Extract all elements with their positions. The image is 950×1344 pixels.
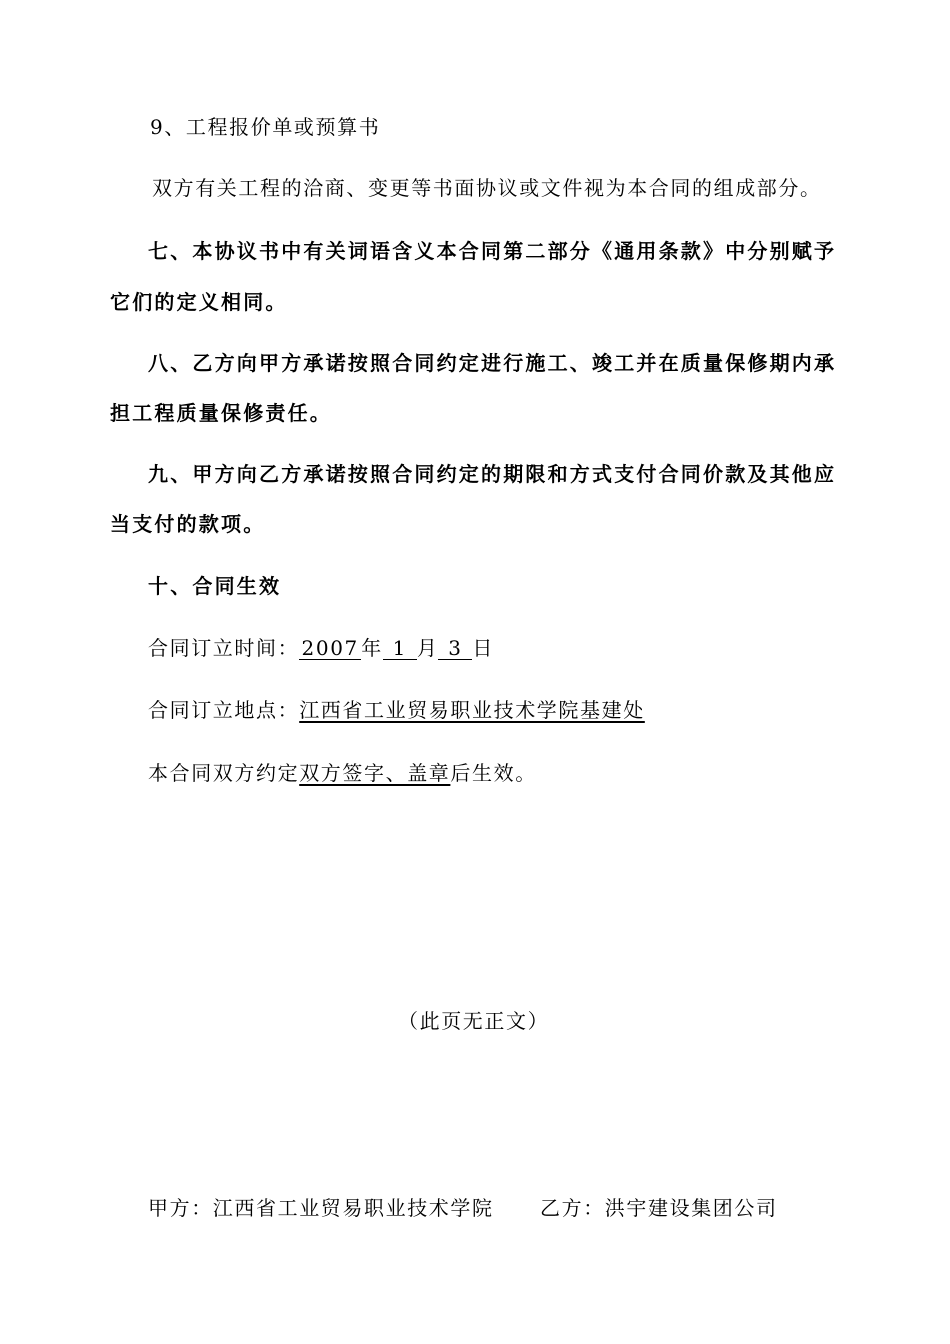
sign-month-unit: 月 — [416, 636, 439, 660]
supplement-paragraph: 双方有关工程的洽商、变更等书面协议或文件视为本合同的组成部分。 — [152, 176, 822, 200]
sign-day: 3 — [438, 637, 472, 660]
sign-day-unit: 日 — [472, 636, 495, 660]
effect-row — [148, 760, 537, 786]
sign-month: 1 — [383, 637, 417, 660]
sign-place-value: 江西省工业贸易职业技术学院基建处 — [299, 698, 645, 722]
effect-underlined: 双方签字、盖章 — [299, 761, 451, 785]
clause-7-line-2: 它们的定义相同。 — [110, 290, 288, 314]
sign-year-unit: 年 — [361, 636, 383, 660]
effect-prefix: 本合同双方约定 — [148, 761, 300, 785]
sign-place-label: 合同订立地点： — [148, 698, 300, 722]
sign-year: 2007 — [299, 637, 361, 660]
item-9: 9、工程报价单或预算书 — [150, 115, 381, 139]
sign-time-label: 合同订立时间： — [148, 636, 300, 660]
effect-suffix: 后生效。 — [450, 761, 537, 785]
clause-9-line-1: 九、甲方向乙方承诺按照合同约定的期限和方式支付合同价款及其他应 — [148, 462, 837, 486]
clause-8-line-1: 八、乙方向甲方承诺按照合同约定进行施工、竣工并在质量保修期内承 — [148, 351, 837, 375]
blank-page-note: （此页无正文） — [398, 1009, 550, 1033]
clause-10-title: 十、合同生效 — [148, 574, 282, 598]
sign-time-row — [148, 635, 494, 661]
party-b: 乙方：洪宇建设集团公司 — [540, 1196, 778, 1220]
clause-8-line-2: 担工程质量保修责任。 — [110, 401, 332, 425]
clause-7-line-1: 七、本协议书中有关词语含义本合同第二部分《通用条款》中分别赋予 — [148, 239, 837, 263]
clause-9-line-2: 当支付的款项。 — [110, 512, 266, 536]
party-a: 甲方：江西省工业贸易职业技术学院 — [148, 1196, 494, 1220]
sign-place-row — [148, 697, 645, 723]
